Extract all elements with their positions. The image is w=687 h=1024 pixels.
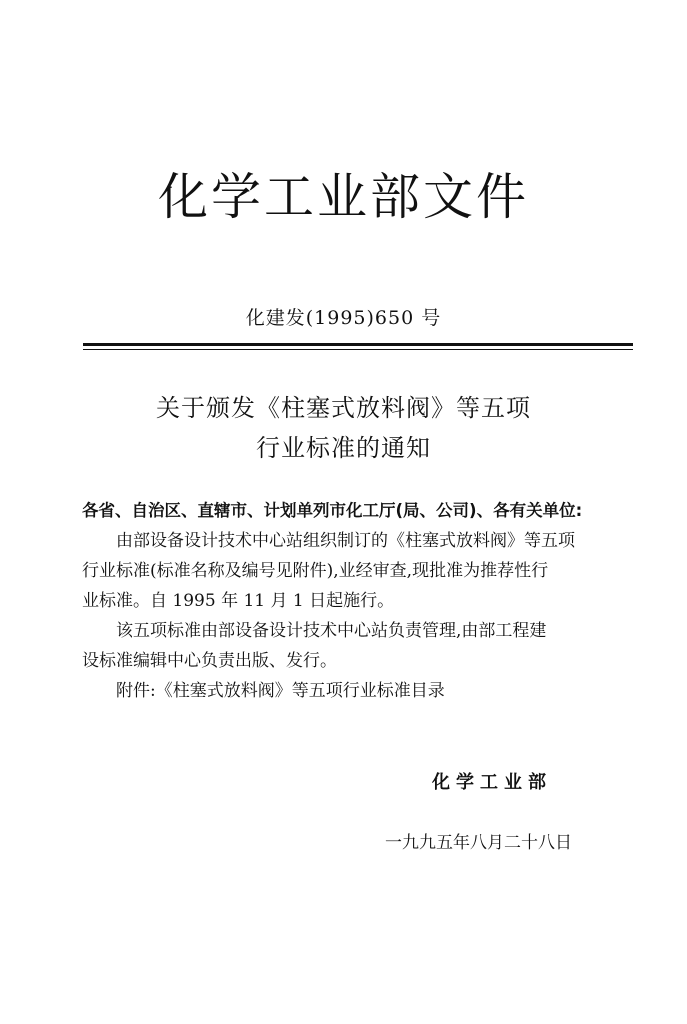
notice-body <box>82 496 642 706</box>
notice-title-line-2: 行业标准的通知 <box>256 434 431 462</box>
paragraph-1-line-2: 行业标准(标准名称及编号见附件),业经审查,现批准为推荐性行 <box>82 561 549 581</box>
issuer-signature: 化学工业部 <box>432 772 552 793</box>
attachment-line: 附件:《柱塞式放料阀》等五项行业标准目录 <box>116 681 445 701</box>
paragraph-1-line-3: 业标准。自 1995 年 11 月 1 日起施行。 <box>82 591 395 611</box>
document-number: 化建发(1995)650 号 <box>245 307 442 329</box>
paragraph-2-line-1: 该五项标准由部设备设计技术中心站负责管理,由部工程建 <box>116 621 547 641</box>
addressee-line: 各省、自治区、直辖市、计划单列市化工厅(局、公司)、各有关单位: <box>82 501 583 520</box>
header-divider-thin <box>83 349 633 350</box>
notice-title <box>0 388 687 468</box>
issue-date: 一九九五年八月二十八日 <box>385 833 572 853</box>
paragraph-1-line-1: 由部设备设计技术中心站组织制订的《柱塞式放料阀》等五项 <box>116 531 575 551</box>
notice-title-line-1: 关于颁发《柱塞式放料阀》等五项 <box>156 394 531 422</box>
document-header-title: 化学工业部文件 <box>158 168 529 226</box>
paragraph-2-line-2: 设标准编辑中心负责出版、发行。 <box>82 651 337 671</box>
header-divider-thick <box>83 343 633 346</box>
